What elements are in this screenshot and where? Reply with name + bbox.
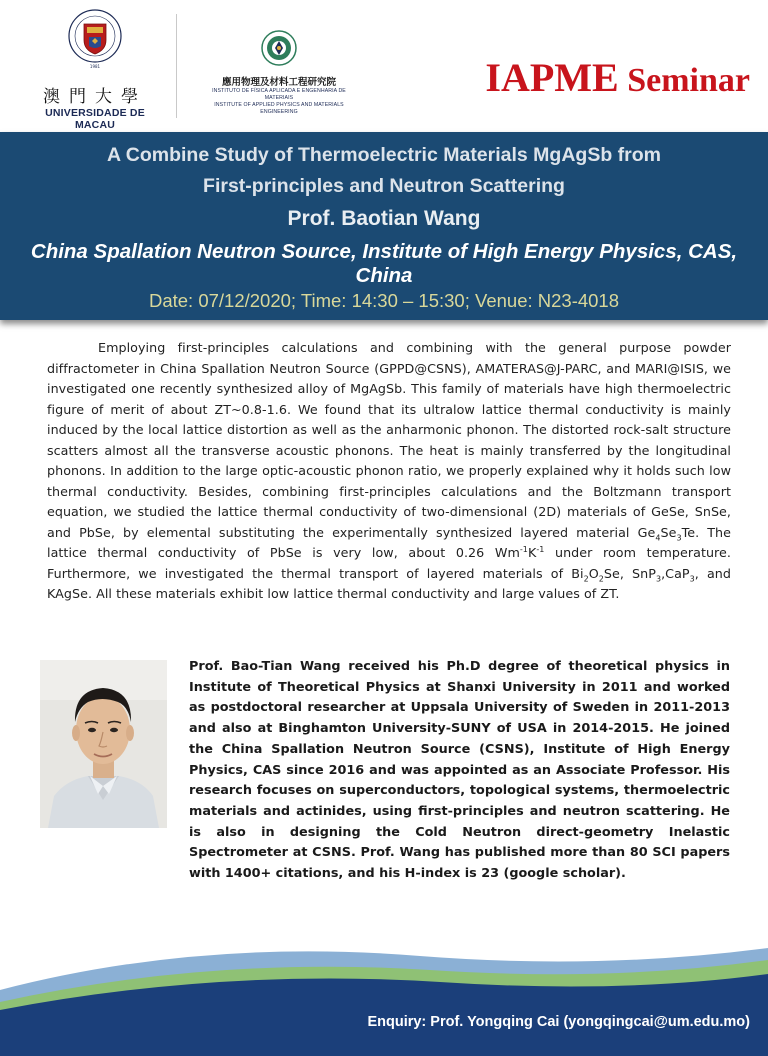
talk-title-line-2: First-principles and Neutron Scattering [203,175,565,197]
abstract-text: , and KAgSe. All these materials exhibit low lattice thermal conductivity and large values of ZT. [47,565,731,601]
university-of-macau-logo [30,8,160,143]
um-crest-icon [67,8,123,72]
speaker-name: Prof. Baotian Wang [287,207,481,230]
speaker-biography: Prof. Bao-Tian Wang received his Ph.D degree of theoretical physics in Institute of Theoretical Physics at Shanxi University in 2011 and worked as postdoctoral researcher at Uppsala University of Sweden in 2011-2013 and also at Binghamton University-SUNY of USA in 2014-2015. He joined the China Spallation Neutron Source (CSNS), Institute of High Energy Physics, CAS since 2016 and was appointed as an Associate Professor. His research focuses on superconductors, topological systems, thermoelectric materials and actinides, using first-principles and neutron scattering. He is also in designing the Cold Neutron direct-geometry Inelastic Spectrometer at CSNS. Prof. Wang has published more than 80 SCI papers with 1400+ citations, and his H-index is 23 (google scholar). [189,659,730,882]
iapme-name-english: INSTITUTE OF APPLIED PHYSICS AND MATERIALS ENGINEERING [214,102,344,115]
abstract-text: K [527,545,537,560]
abstract-text: Se [660,524,677,540]
abstract-subscript: 3 [676,533,682,543]
abstract-text: under room temperature. Furthermore, we investigated the thermal transport of layered materials of Bi [47,545,731,581]
speaker-portrait-image [40,660,167,828]
seminar-title-iapme: IAPME [485,55,619,100]
svg-text:1981: 1981 [89,64,101,69]
abstract-text: O [588,565,599,581]
abstract-subscript: 2 [583,574,589,584]
abstract-superscript: -1 [519,544,528,554]
talk-schedule: Date: 07/12/2020; Time: 14:30 – 15:30; Venue: N23-4018 [148,290,620,311]
abstract-subscript: 2 [598,574,604,584]
talk-title-band [0,132,768,320]
abstract-subscript: 3 [655,574,662,584]
iapme-name-portuguese: INSTITUTO DE FÍSICA APLICADA E ENGENHARIA DE MATERIAIS [212,88,346,101]
speaker-photo [40,660,167,828]
abstract-text: Employing first-principles calculations and combining with the general purpose powder diffractometer in China Spallation Neutron Source (GPPD@CSNS), AMATERAS@J-PARC, and MARI@ISIS, we investigated one recently synthesized alloy of MgAgSb. This family of materials have high thermoelectric figure of merit of about ZT~0.8-1.6. We found that its ultralow lattice thermal conductivity is mainly induced by the local lattice distortion as well as the anharmonic phonon. The distorted rock-salt structure scatters almost all the transverse acoustic phonons. The heat is mainly transferred by the longitudinal phonons. In addition to the large optic-acoustic phonon ratio, we properly explained why it holds such low thermal conductivity. Besides, combining first-principles calculations and the Boltzmann transport equation, we studied the lattice thermal conductivity of two-dimensional (2D) materials of GeSe, SnSe, and PbSe, by elemental substituting the experimentally synthesized layered material Ge [47,340,731,540]
seminar-title-word: Seminar [618,62,750,99]
abstract-subscript: 4 [655,533,661,543]
seminar-title [378,54,750,101]
iapme-logo [204,30,354,116]
um-name-portuguese: UNIVERSIDADE DE MACAU [45,107,145,131]
iapme-emblem-icon [261,30,297,66]
speaker-affiliation: China Spallation Neutron Source, Institute of High Energy Physics, CAS, China [30,240,738,287]
abstract-subscript: 3 [689,574,695,584]
abstract-paragraph [47,338,731,605]
logo-divider [176,14,177,118]
abstract-text: Te. The lattice thermal conductivity of PbSe is very low, about 0.26 Wm [47,524,731,560]
abstract-text: ,CaP [661,565,690,581]
um-chinese-name: 澳門大學 [43,87,147,107]
iapme-chinese-name: 應用物理及材料工程研究院 [221,77,336,88]
page-header [0,0,768,132]
footer-wave-graphic [0,930,768,1056]
abstract-text: Se, SnP [603,565,656,581]
talk-title-line-1: A Combine Study of Thermoelectric Materials MgAgSb from [106,144,662,166]
enquiry-contact: Enquiry: Prof. Yongqing Cai (yongqingcai@um.edu.mo) [367,1014,750,1030]
footer-wave [0,930,768,1056]
abstract-superscript: -1 [536,544,545,554]
